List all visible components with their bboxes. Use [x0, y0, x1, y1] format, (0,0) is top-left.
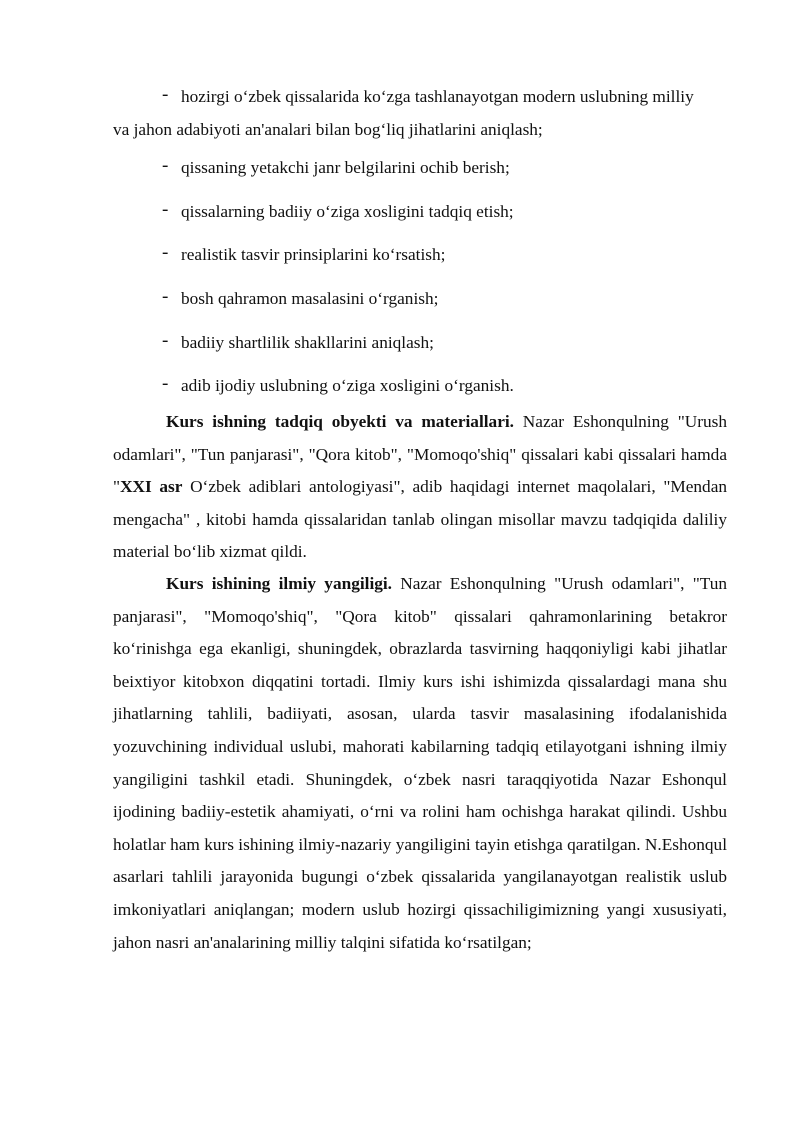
list-dash: - — [162, 242, 169, 263]
list-item-text: realistik tasvir prinsiplarini ko‘rsatish; — [181, 245, 446, 264]
list-item-continuation: va jahon adabiyoti an'analari bilan bog‘liq jihatlarini aniqlash; — [113, 120, 543, 139]
list-dash: - — [162, 199, 169, 220]
list-item-text: hozirgi o‘zbek qissalarida ko‘zga tashlanayotgan modern uslubning milliy — [181, 87, 694, 106]
object-bold-inline: XXI asr — [120, 477, 183, 497]
novelty-paragraph — [113, 568, 727, 959]
list-dash: - — [162, 330, 169, 351]
object-heading: Kurs ishning tadqiq obyekti va materiallari. — [166, 412, 514, 431]
list-dash: - — [162, 84, 169, 105]
list-dash: - — [162, 373, 169, 394]
object-text-part1: Nazar Eshonqulning "Urush odamlari", "Tun panjarasi", "Qora kitob", "Momoqo'shiq" qissalari kabi qissalari hamda " — [113, 412, 727, 497]
list-item-text: qissaning yetakchi janr belgilarini ochib berish; — [181, 158, 510, 177]
list-dash: - — [162, 155, 169, 176]
novelty-heading: Kurs ishining ilmiy yangiligi. — [166, 574, 393, 593]
list-item-text: badiiy shartlilik shakllarini aniqlash; — [181, 333, 434, 352]
object-text-part2: O‘zbek adiblari antologiyasi", adib haqidagi internet maqolalari, "Mendan mengacha" , kitobi hamda qissalaridan tanlab olingan misollar mavzu tadqiqida daliliy material bo‘lib xizmat qildi. — [113, 477, 728, 562]
list-item-text: qissalarning badiiy o‘ziga xosligini tadqiq etish; — [181, 202, 514, 221]
list-item-text: bosh qahramon masalasini o‘rganish; — [181, 289, 439, 308]
list-dash: - — [162, 286, 169, 307]
object-paragraph — [113, 406, 727, 569]
novelty-text: Nazar Eshonqulning "Urush odamlari", "Tun panjarasi", "Momoqo'shiq", "Qora kitob" qissalari qahramonlarining betakror ko‘rinishga ega ekanligi, shuningdek, obrazlarda tasvirning haqqoniyligi kabi jihatlar beixtiyor kitobxon diqqatini tortadi. Ilmiy kurs ishi ishimizda qissalardagi mana shu jihatlarning tahlili, badiiyati, asosan, ularda tasvir masalasining ifodalanishida yozuvchining individual uslubi, mahorati kabilarning tadqiq etilayotgani ishning ilmiy yangiligini tashkil etadi. Shuningdek, o‘zbek nasri taraqqiyotida Nazar Eshonqul ijodining badiiy-estetik ahamiyati, o‘rni va rolini ham ochishga harakat qilindi. Ushbu holatlar ham kurs ishining ilmiy-nazariy yangiligini tayin etishga qaratilgan. N.Eshonqul asarlari tahlili jarayonida bugungi o‘zbek qissalarida yangilanayotgan realistik uslub imkoniyatlari aniqlangan; modern uslub hozirgi qissachiligimizning yangi xususiyati, jahon nasri an'analarining milliy talqini sifatida ko‘rsatilgan; — [113, 574, 728, 952]
list-item-text: adib ijodiy uslubning o‘ziga xosligini o‘rganish. — [181, 376, 514, 395]
